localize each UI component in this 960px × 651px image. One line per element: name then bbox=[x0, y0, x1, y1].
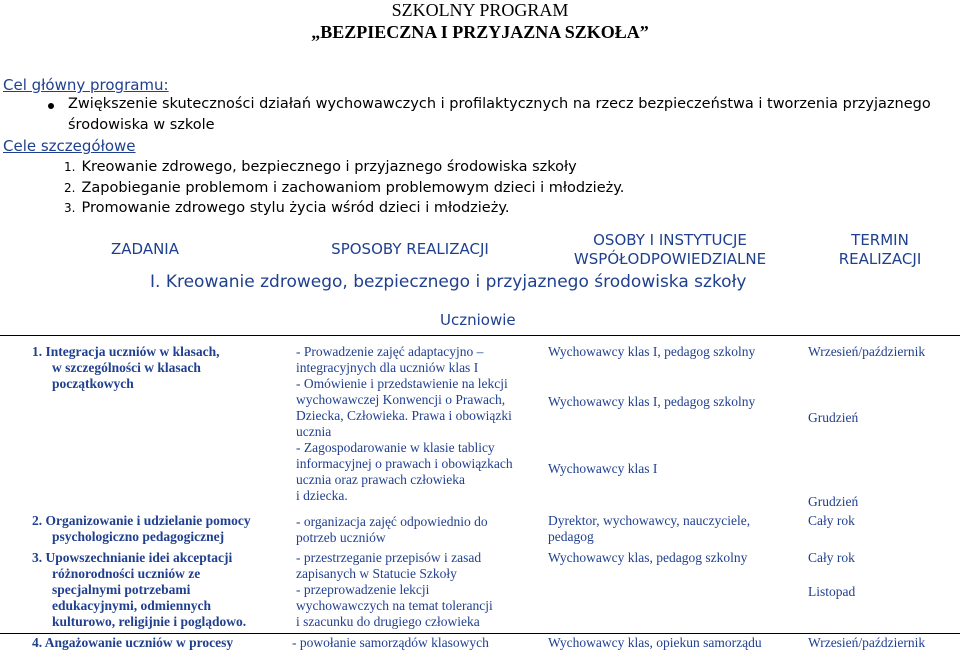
persons-2: Dyrektor, wychowawcy, nauczyciele, pedagog bbox=[548, 513, 751, 544]
header-term-line1: TERMIN bbox=[851, 231, 909, 249]
table-divider bbox=[0, 633, 960, 634]
section-title: I. Kreowanie zdrowego, bezpiecznego i przyjaznego środowiska szkoły bbox=[150, 272, 747, 292]
header-persons-line1: OSOBY I INSTYTUCJE bbox=[593, 231, 747, 249]
task-2: 2. Organizowanie i udzielanie pomocy psychologiczno pedagogicznej bbox=[32, 513, 251, 544]
task-4: 4. Angażowanie uczniów w procesy bbox=[32, 635, 234, 650]
methods-4: - powołanie samorządów klasowych bbox=[292, 635, 489, 650]
document-title-line2: „BEZPIECZNA I PRZYJAZNA SZKOŁA” bbox=[311, 22, 649, 42]
specific-goals-heading: Cele szczegółowe bbox=[3, 137, 136, 155]
specific-goal-2: 2. Zapobieganie problemom i zachowaniom problemowym dzieci i młodzieży. bbox=[64, 180, 625, 196]
task-3: 3. Upowszechnianie idei akceptacji różnorodności uczniów ze specjalnymi potrzebami edukacyjnymi, odmiennych kulturowo, religijnie i poglądowo. bbox=[32, 550, 247, 629]
term-4: Wrzesień/październik bbox=[808, 635, 926, 650]
task-1: 1. Integracja uczniów w klasach, w szczególności w klasach początkowych bbox=[32, 344, 220, 391]
term-2: Cały rok bbox=[808, 513, 855, 528]
document-title-line1: SZKOLNY PROGRAM bbox=[391, 0, 569, 20]
bullet-icon bbox=[48, 103, 54, 109]
methods-3: - przestrzeganie przepisów i zasad zapisanych w Statucie Szkoły - przeprowadzenie lekcji wychowawczych na temat tolerancji i szacunku do drugiego człowieka bbox=[296, 550, 493, 629]
persons-1c: Wychowawcy klas I bbox=[548, 461, 658, 476]
specific-goal-1: 1. Kreowanie zdrowego, bezpiecznego i przyjaznego środowiska szkoły bbox=[64, 159, 577, 175]
term-1c: Grudzień bbox=[808, 494, 859, 509]
methods-2: - organizacja zajęć odpowiednio do potrzeb uczniów bbox=[296, 514, 488, 545]
term-3a: Cały rok bbox=[808, 550, 855, 565]
persons-1b: Wychowawcy klas I, pedagog szkolny bbox=[548, 394, 756, 409]
specific-goal-3: 3. Promowanie zdrowego stylu życia wśród dzieci i młodzieży. bbox=[64, 200, 510, 216]
table-divider bbox=[0, 335, 960, 336]
main-goal-line1: Zwiększenie skuteczności działań wychowawczych i profilaktycznych na rzecz bezpieczeństwa i tworzenia przyjaznego bbox=[68, 96, 931, 112]
persons-1a: Wychowawcy klas I, pedagog szkolny bbox=[548, 344, 756, 359]
header-term-line2: REALIZACJI bbox=[838, 250, 922, 268]
header-persons-line2: WSPÓŁODPOWIEDZIALNE bbox=[573, 250, 767, 268]
methods-1: - Prowadzenie zajęć adaptacyjno – integracyjnych dla uczniów klas I - Omówienie i przedstawienie na lekcji wychowawczej Konwencji o Prawach, Dziecka, Człowieka. Prawa i obowiązki uczniа - Zagospodarowanie w klasie tablicy informacyjnej o prawach i obowiązkach ucznia oraz prawach człowieka i dziecka. bbox=[296, 344, 513, 503]
main-goal-heading: Cel główny programu: bbox=[3, 76, 169, 94]
persons-3: Wychowawcy klas, pedagog szkolny bbox=[548, 550, 748, 565]
persons-4: Wychowawcy klas, opiekun samorządu bbox=[548, 635, 762, 650]
term-1b: Grudzień bbox=[808, 410, 859, 425]
subsection-title: Uczniowie bbox=[440, 311, 516, 329]
header-tasks: ZADANIA bbox=[111, 240, 179, 258]
term-1a: Wrzesień/październik bbox=[808, 344, 926, 359]
header-methods: SPOSOBY REALIZACJI bbox=[331, 240, 489, 258]
term-3b: Listopad bbox=[808, 584, 856, 599]
main-goal-line2: środowiska w szkole bbox=[68, 117, 215, 133]
